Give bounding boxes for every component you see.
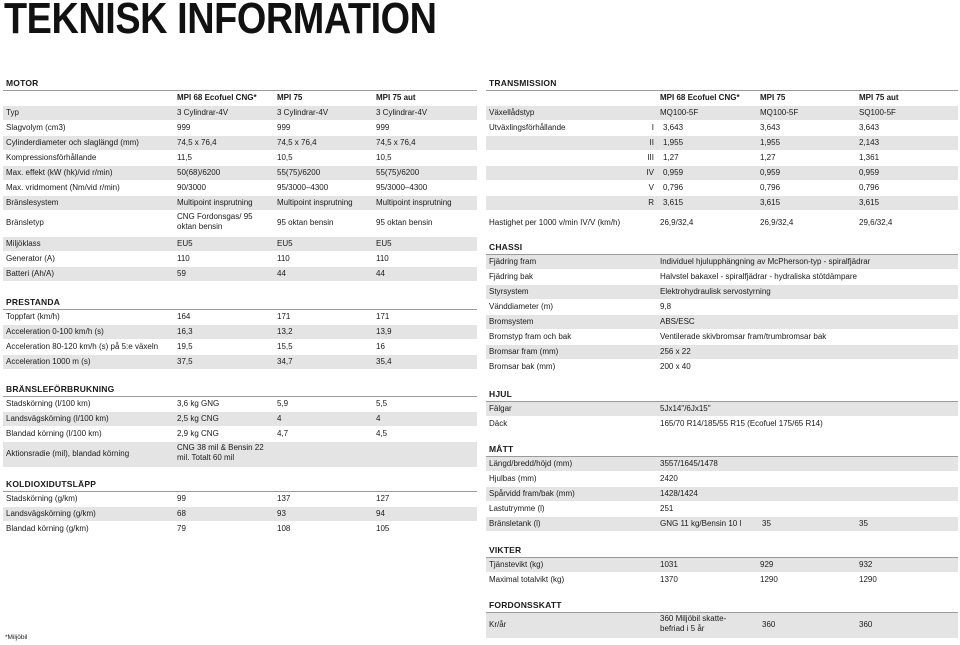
row-value: 44 — [376, 269, 385, 278]
row-label: Utväxlingsförhållande — [489, 123, 566, 132]
gear-label: R — [648, 198, 654, 207]
row-value: 3 Cylindrar-4V — [376, 108, 428, 117]
row-value: MQ100-5F — [660, 108, 699, 117]
row-value: 1,361 — [859, 153, 880, 162]
row-value: 0,959 — [760, 168, 781, 177]
table-row — [3, 237, 477, 252]
col-header: MPI 75 aut — [376, 93, 416, 102]
row-value: 105 — [376, 524, 390, 533]
row-label: Fjädring bak — [489, 272, 534, 281]
row-value: 13,9 — [376, 327, 392, 336]
table-row — [486, 151, 958, 166]
table-row — [3, 522, 477, 537]
row-value: 999 — [277, 123, 291, 132]
table-row — [3, 196, 477, 211]
row-value: 5,9 — [277, 399, 289, 408]
row-value: 999 — [177, 123, 191, 132]
bransle-section — [3, 383, 477, 468]
table-row — [486, 517, 958, 532]
vikter-section — [486, 544, 958, 588]
row-value: 171 — [376, 312, 390, 321]
matt-section — [486, 443, 958, 532]
row-value: Halvstel bakaxel - spiralfjädrar - hydraliska stötdämpare — [660, 272, 857, 281]
row-label: Styrsystem — [489, 287, 529, 296]
row-value: SQ100-5F — [859, 108, 896, 117]
row-value: 999 — [376, 123, 390, 132]
table-row — [486, 330, 958, 345]
table-row — [486, 255, 958, 270]
row-value: 165/70 R14/185/55 R15 (Ecofuel 175/65 R14) — [660, 419, 823, 428]
table-row — [3, 492, 477, 507]
row-value: 4,5 — [376, 429, 388, 438]
row-value: 50(68)/6200 — [177, 168, 221, 177]
table-row — [3, 397, 477, 412]
row-value: 2,5 kg CNG — [177, 414, 219, 423]
row-value: 99 — [177, 494, 186, 503]
row-value: 15,5 — [277, 342, 293, 351]
row-value: 110 — [376, 254, 389, 263]
table-row — [3, 151, 477, 166]
table-row — [3, 252, 477, 267]
row-value: 55(75)/6200 — [277, 168, 321, 177]
table-row — [486, 166, 958, 181]
table-row — [486, 106, 958, 121]
row-value: 93 — [277, 509, 286, 518]
row-value: Ventilerade skivbromsar fram/trumbromsar bak — [660, 332, 827, 341]
row-value: 35,4 — [376, 357, 392, 366]
table-row — [3, 267, 477, 282]
row-value: 34,7 — [277, 357, 293, 366]
row-value: 1,955 — [760, 138, 781, 147]
row-value: 108 — [277, 524, 291, 533]
row-value: Individuel hjulupphängning av McPherson-typ - spiralfjädrar — [660, 257, 871, 266]
row-value: 3,615 — [760, 198, 781, 207]
row-value: ABS/ESC — [660, 317, 695, 326]
col-header: MPI 75 aut — [859, 93, 899, 102]
row-label: Batteri (Ah/A) — [6, 269, 55, 278]
row-label: Landsvägskörning (g/km) — [6, 509, 96, 518]
row-label: Max. vridmoment (Nm/vid r/min) — [6, 183, 120, 192]
row-value: 1031 — [660, 560, 678, 569]
row-value: 74,5 x 76,4 — [277, 138, 317, 147]
table-row — [3, 166, 477, 181]
row-value: 35 — [859, 519, 868, 528]
row-value: 2420 — [660, 474, 678, 483]
gear-label: I — [651, 123, 654, 132]
row-value: 127 — [376, 494, 390, 503]
matt-heading: MÅTT — [486, 443, 958, 457]
row-label: Fjädring fram — [489, 257, 537, 266]
row-value: EU5 — [177, 239, 193, 248]
row-value: 360 — [859, 620, 873, 629]
row-value: 95 oktan bensin — [376, 218, 433, 227]
row-value: 200 x 40 — [660, 362, 691, 371]
table-row — [486, 270, 958, 285]
col-header: MPI 68 Ecofuel CNG* — [660, 93, 740, 102]
page-title: TEKNISK INFORMATION — [4, 0, 437, 43]
row-label: Max. effekt (kW (hk)/vid r/min) — [6, 168, 113, 177]
table-row — [486, 285, 958, 300]
row-value: 44 — [277, 269, 286, 278]
table-row — [486, 196, 958, 211]
table-row — [486, 472, 958, 487]
row-value: 5,5 — [376, 399, 388, 408]
row-value: 16,3 — [177, 327, 193, 336]
row-label: Generator (A) — [6, 254, 55, 263]
koldioxid-section — [3, 478, 477, 537]
table-row — [486, 360, 958, 375]
row-label: Bränslesystem — [6, 198, 59, 207]
row-value: 3,615 — [859, 198, 880, 207]
row-value: 4 — [376, 414, 381, 423]
row-value: 932 — [859, 560, 873, 569]
row-value: 29,6/32,4 — [859, 218, 893, 227]
row-value: 2,9 kg CNG — [177, 429, 219, 438]
row-value: 2,143 — [859, 138, 880, 147]
table-row — [486, 558, 958, 573]
row-label: Landsvägskörning (l/100 km) — [6, 414, 109, 423]
row-value: 360 — [762, 620, 776, 629]
row-label: Blandad körning (l/100 km) — [6, 429, 102, 438]
table-row — [486, 121, 958, 136]
table-row — [486, 211, 958, 237]
row-label: Lastutrymme (l) — [489, 504, 545, 513]
table-row — [486, 502, 958, 517]
row-value: Multipoint insprutning — [277, 198, 353, 207]
row-value: 37,5 — [177, 357, 193, 366]
col-header: MPI 68 Ecofuel CNG* — [177, 93, 257, 102]
prestanda-heading: PRESTANDA — [3, 296, 477, 310]
row-value: 55(75)/6200 — [376, 168, 420, 177]
row-label: Blandad körning (g/km) — [6, 524, 89, 533]
vikter-heading: VIKTER — [486, 544, 958, 558]
row-value: 3,643 — [859, 123, 880, 132]
table-row — [486, 315, 958, 330]
table-row — [3, 106, 477, 121]
row-value: GNG 11 kg/Bensin 10 l — [660, 519, 742, 528]
row-value: 5Jx14"/6Jx15" — [660, 404, 711, 413]
row-label: Bromstyp fram och bak — [489, 332, 572, 341]
row-label: Hastighet per 1000 v/min IV/V (km/h) — [489, 218, 621, 227]
row-label: Däck — [489, 419, 508, 428]
row-label: Vänddiameter (m) — [489, 302, 554, 311]
row-label: Bromsar bak (mm) — [489, 362, 556, 371]
footnote: *Miljöbil — [5, 634, 28, 641]
gear-label: III — [647, 153, 654, 162]
hjul-heading: HJUL — [486, 388, 958, 402]
row-label: Cylinderdiameter och slaglängd (mm) — [6, 138, 139, 147]
row-label: Slagvolym (cm3) — [6, 123, 66, 132]
row-value: 1428/1424 — [660, 489, 698, 498]
table-row — [3, 412, 477, 427]
col-header: MPI 75 — [277, 93, 303, 102]
hjul-section — [486, 388, 958, 432]
row-value: 256 x 22 — [660, 347, 691, 356]
row-value: 1370 — [660, 575, 678, 584]
row-value: 16 — [376, 342, 385, 351]
chassi-heading: CHASSI — [486, 241, 958, 255]
row-value: 360 Miljöbil skatte-befriad i 5 år — [660, 614, 727, 633]
motor-heading: MOTOR — [3, 77, 477, 91]
row-label: Bromsar fram (mm) — [489, 347, 559, 356]
chassi-section — [486, 241, 958, 375]
transmission-column-headers — [486, 91, 958, 106]
row-value: 137 — [277, 494, 291, 503]
row-label: Bränsletank (l) — [489, 519, 541, 528]
row-value: 95/3000–4300 — [376, 183, 428, 192]
gear-label: IV — [646, 168, 654, 177]
row-value: EU5 — [376, 239, 392, 248]
table-row — [3, 121, 477, 136]
row-label: Fälgar — [489, 404, 512, 413]
row-value: 95 oktan bensin — [277, 218, 334, 227]
row-value: 26,9/32,4 — [660, 218, 694, 227]
row-label: Acceleration 0-100 km/h (s) — [6, 327, 104, 336]
table-row — [3, 427, 477, 442]
transmission-heading: TRANSMISSION — [486, 77, 958, 91]
row-value: 10,5 — [376, 153, 392, 162]
table-row — [3, 355, 477, 370]
row-value: CNG 38 mil & Bensin 22 mil. Totalt 60 mil — [177, 443, 264, 462]
table-row — [3, 340, 477, 355]
row-value: 74,5 x 76,4 — [376, 138, 416, 147]
row-value: 1,955 — [663, 138, 684, 147]
table-row — [486, 487, 958, 502]
row-value: 4 — [277, 414, 282, 423]
row-value: 90/3000 — [177, 183, 206, 192]
row-label: Acceleration 1000 m (s) — [6, 357, 91, 366]
fordonsskatt-heading: FORDONSSKATT — [486, 599, 958, 613]
row-value: 251 — [660, 504, 674, 513]
table-row — [486, 300, 958, 315]
row-value: 74,5 x 76,4 — [177, 138, 217, 147]
row-value: 0,796 — [760, 183, 781, 192]
row-value: 68 — [177, 509, 186, 518]
bransle-heading: BRÄNSLEFÖRBRUKNING — [3, 383, 477, 397]
row-value: 3 Cylindrar-4V — [177, 108, 229, 117]
row-label: Tjänstevikt (kg) — [489, 560, 544, 569]
row-value: 13,2 — [277, 327, 293, 336]
prestanda-section — [3, 296, 477, 370]
row-label: Acceleration 80-120 km/h (s) på 5:e växeln — [6, 342, 159, 351]
row-label: Hjulbas (mm) — [489, 474, 537, 483]
row-value: 4,7 — [277, 429, 289, 438]
row-value: 10,5 — [277, 153, 293, 162]
transmission-section — [486, 77, 958, 237]
row-value: 19,5 — [177, 342, 193, 351]
row-value: CNG Fordonsgas/ 95 oktan bensin — [177, 212, 253, 231]
row-label: Bromsystem — [489, 317, 534, 326]
koldioxid-heading: KOLDIOXIDUTSLÄPP — [3, 478, 477, 492]
table-row — [3, 325, 477, 340]
row-value: MQ100-5F — [760, 108, 799, 117]
row-value: 94 — [376, 509, 385, 518]
row-value: 0,959 — [663, 168, 684, 177]
row-value: 3 Cylindrar-4V — [277, 108, 329, 117]
row-value: 3557/1645/1478 — [660, 459, 718, 468]
row-label: Kompressionsförhållande — [6, 153, 97, 162]
row-label: Längd/bredd/höjd (mm) — [489, 459, 573, 468]
row-label: Stadskörning (l/100 km) — [6, 399, 91, 408]
row-value: Elektrohydraulisk servostyrning — [660, 287, 771, 296]
table-row — [3, 507, 477, 522]
row-value: 0,796 — [663, 183, 684, 192]
table-row — [3, 442, 477, 468]
row-value: 929 — [760, 560, 774, 569]
row-value: 1,27 — [760, 153, 776, 162]
row-value: 110 — [177, 254, 190, 263]
row-value: 11,5 — [177, 153, 192, 162]
table-row — [3, 181, 477, 196]
row-value: 3,6 kg GNG — [177, 399, 220, 408]
table-row — [486, 613, 958, 639]
row-label: Kr/år — [489, 620, 507, 629]
row-value: Multipoint insprutning — [376, 198, 452, 207]
row-label: Spårvidd fram/bak (mm) — [489, 489, 575, 498]
gear-label: V — [648, 183, 654, 192]
row-value: 110 — [277, 254, 290, 263]
table-row — [486, 181, 958, 196]
table-row — [486, 345, 958, 360]
table-row — [486, 402, 958, 417]
row-value: 26,9/32,4 — [760, 218, 794, 227]
row-value: 164 — [177, 312, 191, 321]
row-value: 0,796 — [859, 183, 880, 192]
row-label: Bränsletyp — [6, 218, 44, 227]
row-value: 1290 — [760, 575, 778, 584]
row-value: 79 — [177, 524, 186, 533]
row-label: Aktionsradie (mil), blandad körning — [6, 449, 130, 458]
gear-label: II — [649, 138, 654, 147]
row-value: Multipoint insprutning — [177, 198, 253, 207]
row-label: Växellådstyp — [489, 108, 535, 117]
motor-section — [3, 77, 477, 282]
row-value: 59 — [177, 269, 186, 278]
table-row — [486, 457, 958, 472]
row-label: Toppfart (km/h) — [6, 312, 60, 321]
row-label: Maximal totalvikt (kg) — [489, 575, 565, 584]
row-value: 3,643 — [760, 123, 781, 132]
row-value: 1290 — [859, 575, 877, 584]
fordonsskatt-section — [486, 599, 958, 639]
table-row — [486, 573, 958, 588]
motor-column-headers — [3, 91, 477, 106]
row-value: 1,27 — [663, 153, 679, 162]
row-value: 171 — [277, 312, 291, 321]
table-row — [3, 136, 477, 151]
row-value: 3,615 — [663, 198, 684, 207]
row-value: 95/3000–4300 — [277, 183, 329, 192]
row-value: 0,959 — [859, 168, 880, 177]
row-label: Typ — [6, 108, 19, 117]
row-value: 3,643 — [663, 123, 684, 132]
row-value: 35 — [762, 519, 771, 528]
row-label: Miljöklass — [6, 239, 41, 248]
row-value: EU5 — [277, 239, 293, 248]
table-row — [486, 417, 958, 432]
table-row — [3, 310, 477, 325]
table-row — [3, 211, 477, 237]
col-header: MPI 75 — [760, 93, 786, 102]
table-row — [486, 136, 958, 151]
row-label: Stadskörning (g/km) — [6, 494, 78, 503]
row-value: 9,8 — [660, 302, 672, 311]
